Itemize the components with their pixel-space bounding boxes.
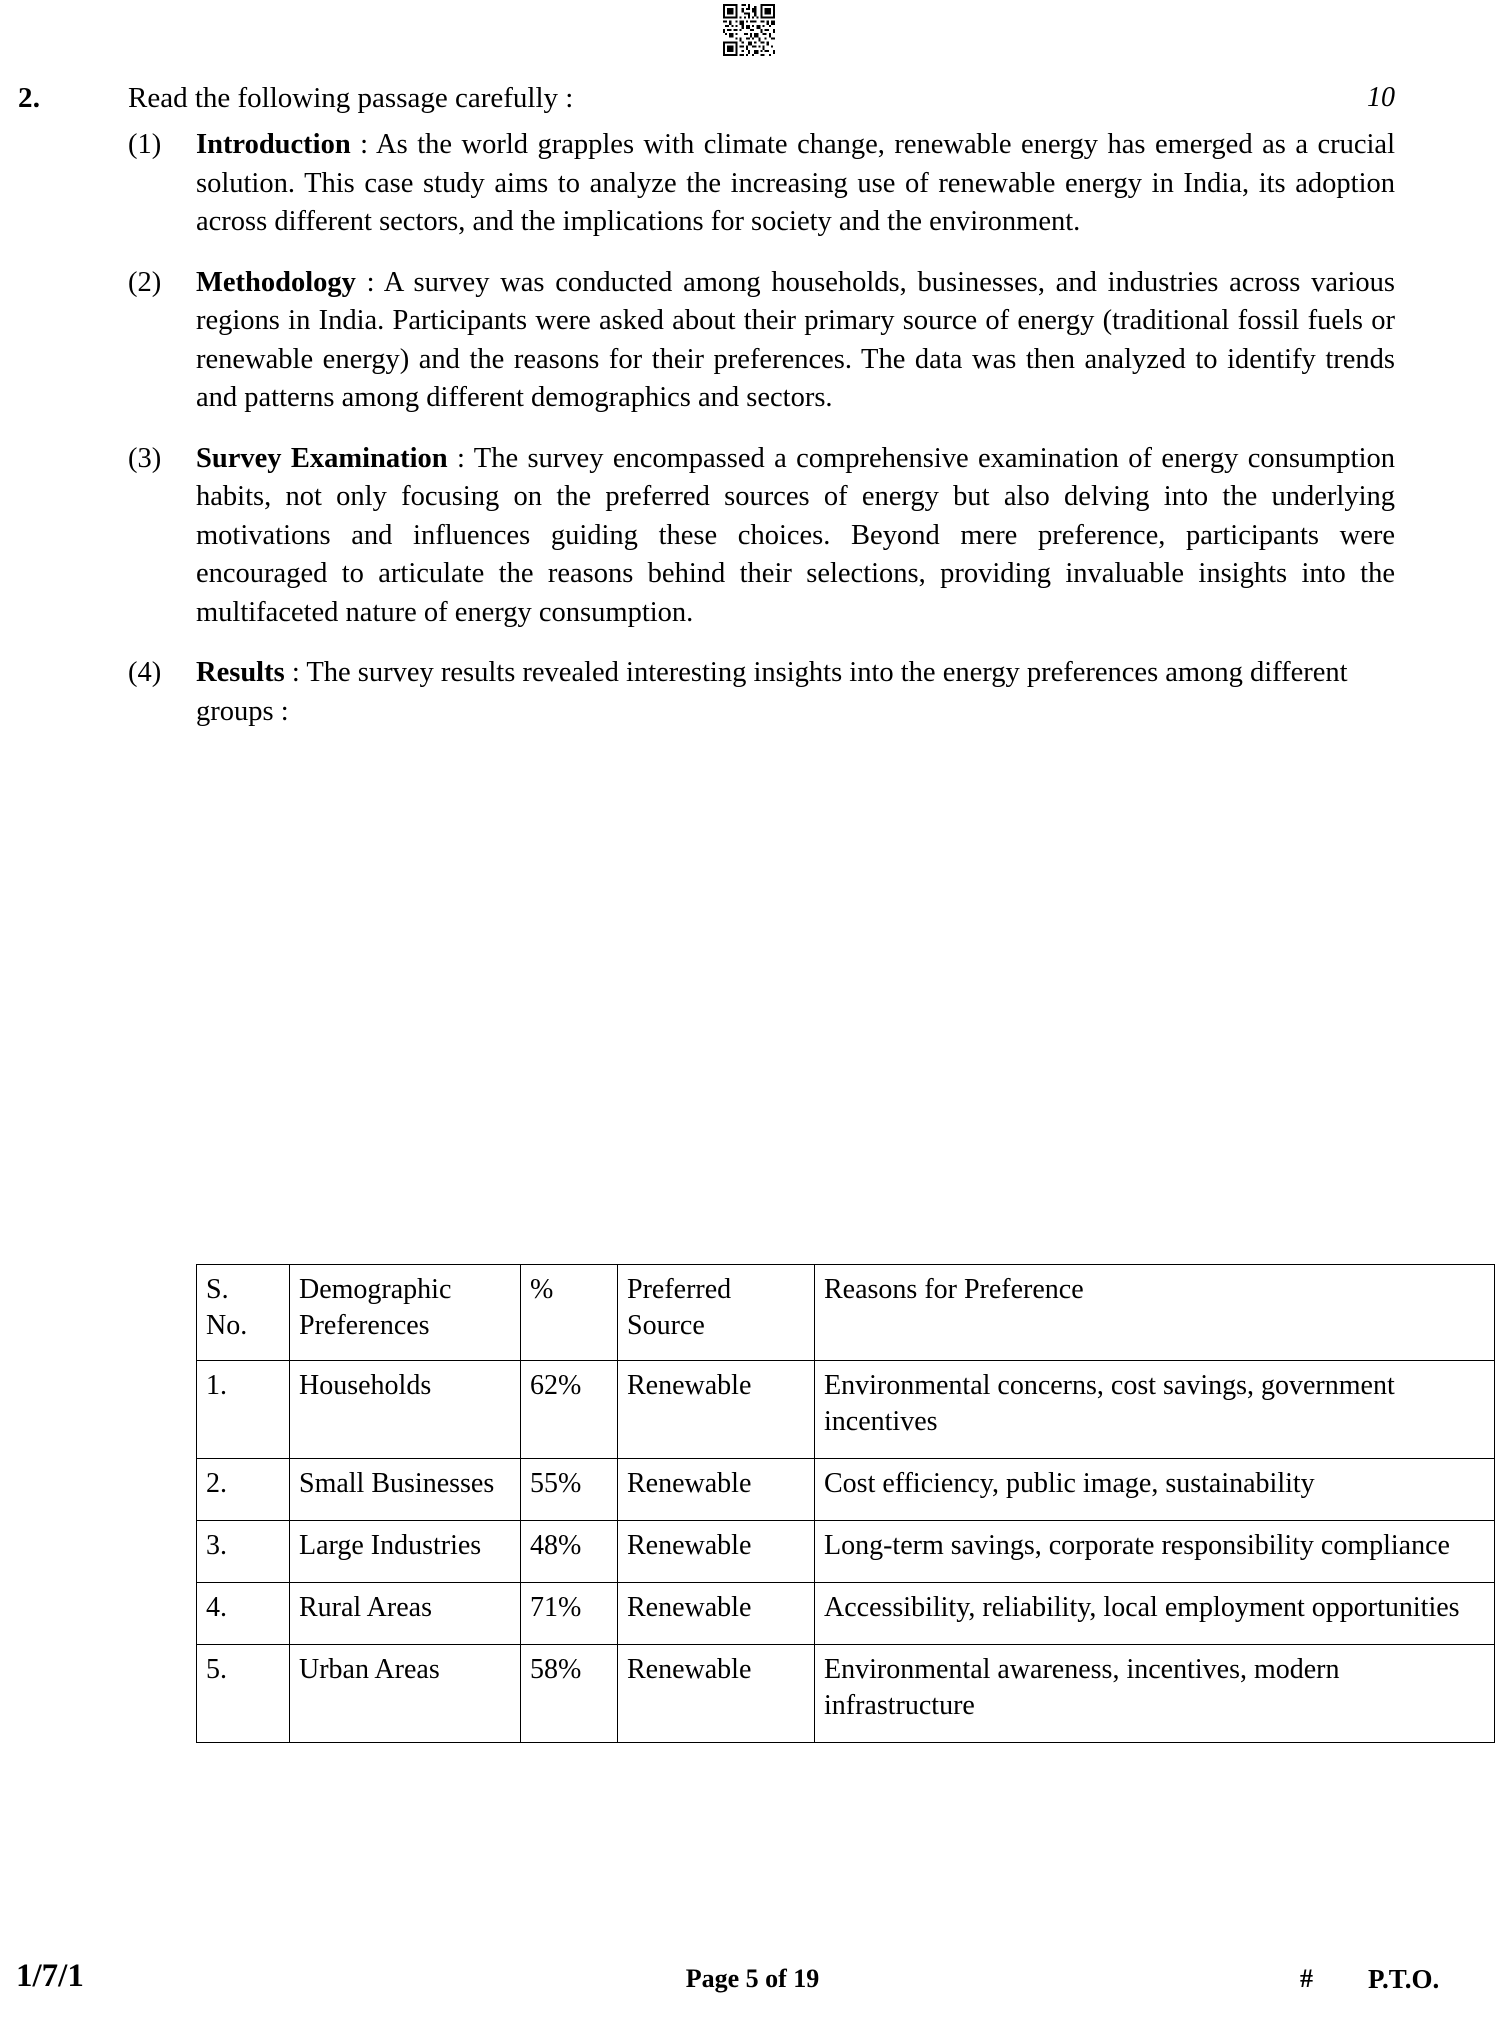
- cell-reason: Long-term savings, corporate responsibility compliance: [815, 1521, 1495, 1583]
- passage-paragraph-4: [0, 654, 1505, 731]
- cell-sno: 4.: [197, 1583, 290, 1645]
- cell-demographic: Small Businesses: [290, 1459, 521, 1521]
- table-row: [197, 1521, 1495, 1583]
- table-row: [197, 1361, 1495, 1459]
- cell-reason: Environmental awareness, incentives, modern infrastructure: [815, 1645, 1495, 1743]
- question-header-row: [0, 82, 1505, 122]
- page-number-label: Page 5 of 19: [685, 1964, 820, 1993]
- paragraph-separator-2: :: [355, 266, 384, 298]
- paragraph-text-1: As the world grapples with climate change, renewable energy has emerged as a crucial solution. This case study aims to analyze the increasing use of renewable energy in India, its adoption across different sectors, and the implications for society and the environment.: [196, 129, 1395, 237]
- passage-paragraph-1: [0, 126, 1505, 242]
- cell-sno: 1.: [197, 1361, 290, 1459]
- cell-source: Renewable: [618, 1645, 815, 1743]
- page-footer: [0, 1958, 1505, 2018]
- cell-sno: 3.: [197, 1521, 290, 1583]
- question-marks: 10: [1367, 82, 1395, 113]
- pto-label: P.T.O.: [1368, 1964, 1440, 1994]
- cell-source: Renewable: [618, 1459, 815, 1521]
- cell-source: Renewable: [618, 1583, 815, 1645]
- paragraph-number-4: (4): [128, 657, 162, 688]
- paragraph-number-3: (3): [128, 442, 162, 474]
- paragraph-separator-4: :: [284, 657, 307, 688]
- table-header-sno-line1: S.: [206, 1274, 229, 1305]
- paragraph-heading-2: Methodology: [196, 266, 356, 298]
- survey-results-table-wrapper: [196, 1264, 1495, 1743]
- table-header-reason: Reasons for Preference: [815, 1265, 1495, 1361]
- paragraph-number-2: (2): [128, 266, 162, 298]
- paragraph-text-2: A survey was conducted among households, businesses, and industries across various regions in India. Participants were asked about their primary source of energy (traditional fossil fuels or renewable energy) and the reasons for their preferences. The data was then analyzed to identify trends and patterns among different demographics and sectors.: [196, 266, 1395, 413]
- table-row: [197, 1583, 1495, 1645]
- paper-code: 1/7/1: [16, 1958, 84, 1994]
- table-header-source: [618, 1265, 815, 1361]
- table-row: [197, 1645, 1495, 1743]
- cell-demographic: Rural Areas: [290, 1583, 521, 1645]
- paragraph-text-3: The survey encompassed a comprehensive examination of energy consumption habits, not only focusing on the preferred sources of energy but also delving into the underlying motivations and influences guiding these choices. Beyond mere preference, participants were encouraged to articulate the reasons behind their selections, providing invaluable insights into the multifaceted nature of energy consumption.: [196, 442, 1396, 628]
- table-header-sno-line2: No.: [206, 1310, 248, 1341]
- passage-paragraph-2: [0, 264, 1505, 418]
- table-header-row: [197, 1265, 1495, 1361]
- cell-reason: Environmental concerns, cost savings, government incentives: [815, 1361, 1495, 1459]
- cell-reason: Cost efficiency, public image, sustainability: [815, 1459, 1495, 1521]
- passage-body: [0, 126, 1505, 745]
- cell-reason: Accessibility, reliability, local employment opportunities: [815, 1583, 1495, 1645]
- question-number: 2.: [18, 82, 41, 114]
- cell-source: Renewable: [618, 1361, 815, 1459]
- table-header-sno: [197, 1265, 290, 1361]
- cell-demographic: Urban Areas: [290, 1645, 521, 1743]
- paragraph-heading-1: Introduction: [196, 129, 351, 160]
- cell-demographic: Households: [290, 1361, 521, 1459]
- table-header-demographic-line1: Demographic: [299, 1274, 452, 1305]
- cell-percent: 48%: [521, 1521, 618, 1583]
- table-header-source-line2: Source: [627, 1310, 705, 1341]
- cell-demographic: Large Industries: [290, 1521, 521, 1583]
- cell-source: Renewable: [618, 1521, 815, 1583]
- table-header-source-line1: Preferred: [627, 1274, 732, 1305]
- cell-percent: 71%: [521, 1583, 618, 1645]
- table-header-demographic: [290, 1265, 521, 1361]
- paragraph-text-4: The survey results revealed interesting insights into the energy preferences among different groups :: [196, 657, 1348, 727]
- question-stem: Read the following passage carefully :: [128, 82, 574, 114]
- cell-percent: 58%: [521, 1645, 618, 1743]
- cell-percent: 55%: [521, 1459, 618, 1521]
- paragraph-number-1: (1): [128, 129, 162, 160]
- table-header-demographic-line2: Preferences: [299, 1310, 430, 1341]
- paragraph-separator-3: :: [447, 442, 474, 474]
- cell-sno: 5.: [197, 1645, 290, 1743]
- cell-sno: 2.: [197, 1459, 290, 1521]
- cell-percent: 62%: [521, 1361, 618, 1459]
- paragraph-heading-4: Results: [196, 657, 285, 688]
- survey-results-table: [196, 1264, 1495, 1743]
- paragraph-separator-1: :: [350, 129, 377, 160]
- table-row: [197, 1459, 1495, 1521]
- passage-paragraph-3: [0, 440, 1505, 633]
- paragraph-heading-3: Survey Examination: [196, 442, 448, 474]
- qr-code: [712, 4, 786, 56]
- table-header-percent: %: [521, 1265, 618, 1361]
- hash-icon: #: [1300, 1964, 1313, 1993]
